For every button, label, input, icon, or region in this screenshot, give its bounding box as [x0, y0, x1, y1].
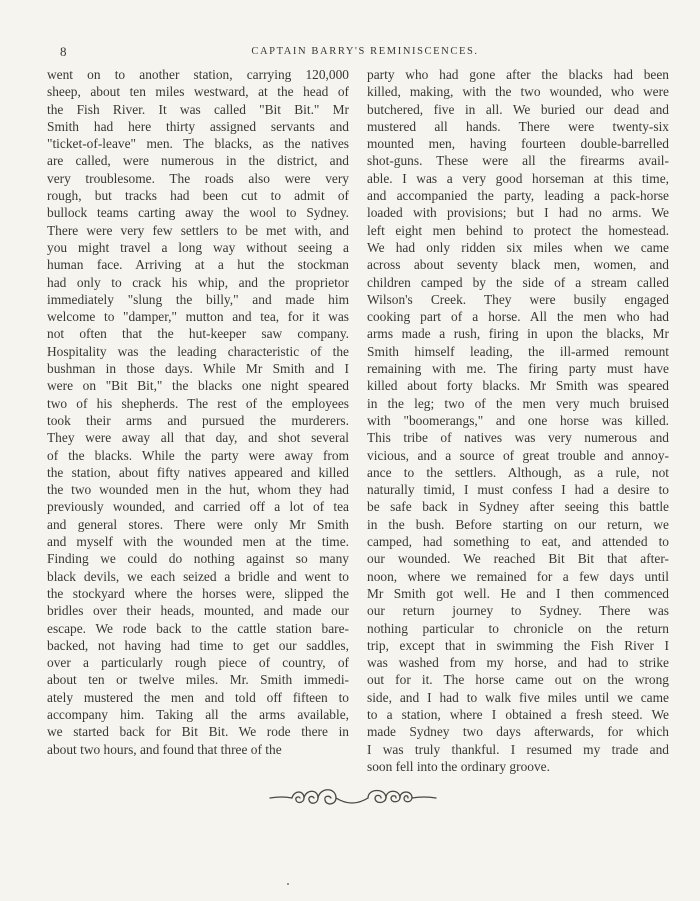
text-line: welcome to "damper," mutton and tea, for it was: [47, 309, 349, 325]
text-line: was washed from my horse, and had to strike: [367, 655, 669, 671]
text-line: Smith himself leading, the ill-armed remount: [367, 343, 669, 359]
text-line: rough, but tracks had been cut to admit of: [47, 188, 349, 204]
text-line: Mr Smith got well. He and I then commenced: [367, 585, 669, 601]
text-line: escape. We rode back to the cattle station bare-: [47, 620, 349, 636]
text-line: camped, had something to eat, and attended to: [367, 534, 669, 550]
text-line: Hospitality was the leading characteristic of the: [47, 343, 349, 359]
text-line: party who had gone after the blacks had been: [367, 67, 669, 82]
text-line: of the blacks. While the party were away from: [47, 447, 349, 463]
text-line: and myself with the wounded men at the time.: [47, 534, 349, 550]
text-line: not often that the hut-keeper saw company.: [47, 326, 349, 342]
text-line: side, and I had to walk five miles until we came: [367, 689, 669, 705]
text-line: naturally timid, I must confess I had a desire to: [367, 482, 669, 498]
text-line: and general stores. There were only Mr Smith: [47, 516, 349, 532]
text-line: our wounded. We reached Bit Bit that after-: [367, 551, 669, 567]
text-line: butchered, five in all. We buried our dead and: [367, 101, 669, 117]
text-line: made Sydney two days afterwards, for which: [367, 724, 669, 740]
text-line: soon fell into the ordinary groove.: [367, 758, 550, 774]
text-line: with "boomerangs," and one horse was killed.: [367, 412, 669, 428]
text-line: to a station, where I obtained a fresh steed. We: [367, 706, 669, 722]
text-line: accompany him. Taking all the arms available,: [47, 706, 349, 722]
text-line: be safe back in Sydney after seeing this battle: [367, 499, 669, 515]
text-line: This tribe of natives was very numerous and: [367, 430, 669, 446]
text-line: There were very few settlers to be met with, and: [47, 222, 349, 238]
text-line: nothing particular to chronicle on the return: [367, 620, 669, 636]
text-line: Wilson's Creek. They were busily engaged: [367, 291, 669, 307]
text-line: you might travel a long way without seeing a: [47, 239, 349, 255]
running-head: CAPTAIN BARRY'S REMINISCENCES.: [251, 46, 479, 57]
text-line: and accompanied the party, leading a pack-horse: [367, 188, 669, 204]
text-line: are called, were numerous in the district, and: [47, 153, 349, 169]
text-line: loaded with provisions; but I had no arms. We: [367, 205, 669, 221]
text-line: remaining with me. The firing party must have: [367, 361, 669, 377]
text-line: Smith had here thirty assigned servants and: [47, 118, 349, 134]
text-line: human face. Arriving at a hut the stockman: [47, 257, 349, 273]
text-line: arms made a rush, firing in upon the blacks, Mr: [367, 326, 669, 342]
text-line: out for it. The horse came out on the wrong: [367, 672, 669, 688]
text-line: black devils, we each seized a bridle and went to: [47, 568, 349, 584]
text-line: immediately "slung the billy," and made him: [47, 291, 349, 307]
text-line: noon, where we remained for a few days until: [367, 568, 669, 584]
text-line: cooking part of a horse. All the men who had: [367, 309, 669, 325]
text-line: the Fish River. It was called "Bit Bit." Mr: [47, 101, 349, 117]
text-line: sheep, about ten miles westward, at the head of: [47, 84, 349, 100]
text-line: children camped by the side of a stream called: [367, 274, 669, 290]
text-line: bullock teams carting away the wool to Sydney.: [47, 205, 349, 221]
stray-mark: [287, 883, 289, 885]
text-line: in the leg; two of the men very much bruised: [367, 395, 669, 411]
text-line: the two wounded men in the hut, whom they had: [47, 482, 349, 498]
text-line: in the bush. Before starting on our return, we: [367, 516, 669, 532]
text-line: across about seventy black men, women, and: [367, 257, 669, 273]
scroll-flourish-icon: [262, 778, 442, 814]
text-line: left eight men behind to protect the homestead.: [367, 222, 669, 238]
text-line: very troublesome. The roads also were very: [47, 170, 349, 186]
text-line: about ten or twelve miles. Mr. Smith immedi-: [47, 672, 349, 688]
text-line: we started back for Bit Bit. We rode there in: [47, 724, 349, 740]
text-line: two of his shepherds. The rest of the employees: [47, 395, 349, 411]
text-line: mounted men, having fourteen double-barrelled: [367, 136, 669, 152]
text-line: went on to another station, carrying 120,000: [47, 67, 349, 82]
text-line: killed about forty blacks. Mr Smith was speared: [367, 378, 669, 394]
text-line: bushman in those days. While Mr Smith and I: [47, 361, 349, 377]
page-header: [60, 44, 670, 64]
text-line: able. I was a very good horseman at this time,: [367, 170, 669, 186]
text-line: vicious, and a source of great trouble and annoy-: [367, 447, 669, 463]
text-line: I was truly thankful. I resumed my trade and: [367, 741, 669, 757]
text-line: the stockyard where the horses were, slipped the: [47, 585, 349, 601]
text-line: Finding we could do nothing against so many: [47, 551, 349, 567]
text-line: had only to crack his whip, and the proprietor: [47, 274, 349, 290]
text-line: took their arms and pursued the murderers.: [47, 412, 349, 428]
text-line: were on "Bit Bit," the blacks one night speared: [47, 378, 349, 394]
right-column: [367, 66, 669, 775]
text-line: previously wounded, and carried off a lot of tea: [47, 499, 349, 515]
text-line: backed, not having had time to get our saddles,: [47, 637, 349, 653]
text-line: mustered all hands. There were twenty-six: [367, 118, 669, 134]
page-number: 8: [60, 44, 67, 59]
text-line: over a particularly rough piece of country, of: [47, 655, 349, 671]
text-line: ance to the settlers. Although, as a rule, not: [367, 464, 669, 480]
text-line: bridles over their heads, mounted, and made our: [47, 603, 349, 619]
text-line: They were away all that day, and shot several: [47, 430, 349, 446]
text-line: We had only ridden six miles when we came: [367, 239, 669, 255]
text-line: the station, about fifty natives appeared and killed: [47, 464, 349, 480]
text-line: our return journey to Sydney. There was: [367, 603, 669, 619]
text-line: trip, except that in swimming the Fish River I: [367, 637, 669, 653]
left-column: [47, 66, 349, 758]
text-line: about two hours, and found that three of the: [47, 741, 282, 757]
text-line: killed, making, with the two wounded, who were: [367, 84, 669, 100]
text-line: ately mustered the men and told off fifteen to: [47, 689, 349, 705]
text-line: shot-guns. These were all the firearms avail-: [367, 153, 669, 169]
text-line: "ticket-of-leave" men. The blacks, as the natives: [47, 136, 349, 152]
